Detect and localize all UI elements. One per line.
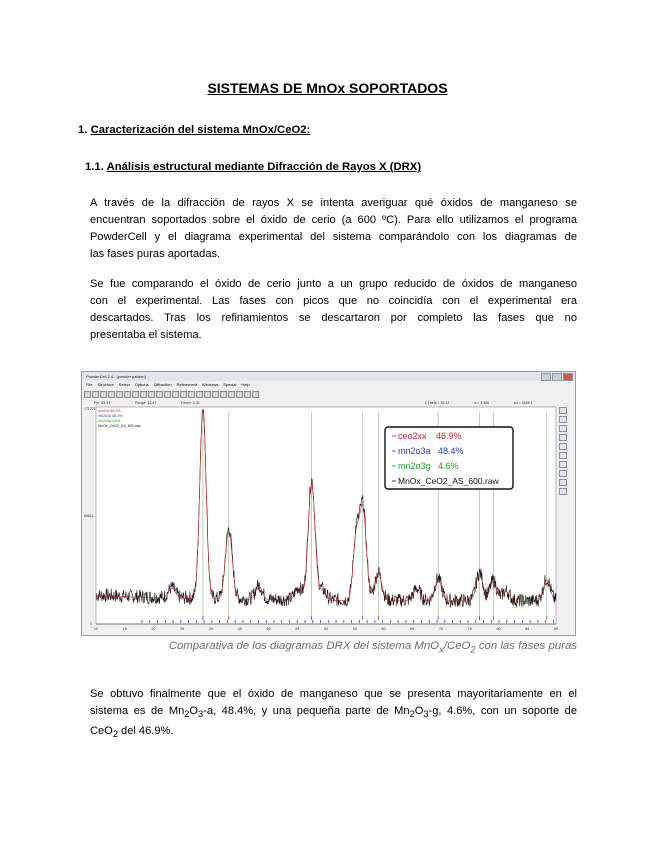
- subsection-number: 1.1.: [85, 161, 104, 173]
- menu-diffraction[interactable]: Diffraction: [153, 382, 172, 387]
- x-tick-label: 80: [496, 627, 501, 631]
- legend-label-mn2o3g: mn2o3g: [398, 461, 431, 471]
- nav-left-icon[interactable]: [559, 425, 567, 432]
- paragraph-line: encuentran soportados sobre el óxido de cerio (a 600 ºC). Para ello utilizamos el programa: [90, 214, 577, 226]
- subscript: 2: [184, 709, 190, 720]
- x-tick-label: 20: [151, 627, 156, 631]
- paragraph-line: [90, 723, 577, 743]
- subscript: 2: [112, 729, 118, 740]
- small-legend-mn2o3g: mn2o3g 4.6%: [98, 419, 121, 423]
- page-title: SISTEMAS DE MnOx SOPORTADOS: [207, 80, 448, 96]
- menu-options[interactable]: Options: [134, 382, 149, 387]
- caption-text: Comparativa de los diagramas DRX del sistema MnO: [168, 640, 440, 652]
- menu-structure[interactable]: Structure: [97, 382, 114, 387]
- fit-icon[interactable]: [559, 479, 567, 486]
- x-tick-label: 15: [122, 627, 127, 631]
- caption-sub-x: x: [439, 644, 444, 656]
- x-tick-label: 45: [295, 627, 300, 631]
- text-run: -a, 48.4%, y una pequeña parte de Mn: [203, 705, 410, 717]
- caption-text-3: con las fases puras: [475, 640, 577, 652]
- paragraph-1: [90, 195, 577, 263]
- x-tick-label: 85: [525, 627, 530, 631]
- paragraph-line: Se fue comparando el óxido de cerio junto a un grupo reducido de óxidos de manganeso: [90, 278, 577, 290]
- paragraph-line: PowderCell y el diagrama experimental del sistema comparándolo con los diagramas de: [90, 231, 577, 243]
- paragraph-line: las fases puras aportadas.: [90, 248, 221, 260]
- subscript: 2: [409, 709, 415, 720]
- section-heading-1-1: [85, 161, 421, 173]
- x-tick-label: 55: [352, 627, 357, 631]
- caption-sub-2: 2: [470, 644, 476, 656]
- window-title: PowderCell 2.4 - [powder pattern]: [86, 374, 146, 379]
- y-tick-zero: 0: [90, 622, 92, 626]
- text-run: del 46.9%.: [117, 725, 174, 738]
- x-tick-label: 10: [94, 627, 98, 631]
- menu-refinement[interactable]: Refinement: [176, 382, 198, 387]
- status-2theta: 2 Theta = 32.12: [424, 401, 450, 405]
- nav-first-icon[interactable]: [559, 443, 567, 450]
- caption-text-2: /CeO: [443, 640, 471, 652]
- status-int: Int = 6655.1: [514, 401, 533, 405]
- text-run: O: [414, 705, 424, 717]
- legend-label-mn2o3a: mn2o3a: [398, 446, 431, 456]
- subscript: 3: [423, 709, 429, 720]
- text-run: O: [189, 705, 199, 717]
- x-tick-label: 90: [554, 627, 558, 631]
- subsection-title: Análisis estructural mediante Difracción de Rayos X (DRX): [106, 161, 422, 173]
- text-run: CeO: [90, 725, 113, 738]
- nav-up-icon[interactable]: [559, 407, 567, 414]
- nav-right-icon[interactable]: [559, 434, 567, 441]
- x-tick-label: 50: [324, 627, 328, 631]
- paragraph-line: Se obtuvo finalmente que el óxido de manganeso que se presenta mayoritariamente en el: [90, 688, 577, 700]
- menu-special[interactable]: Special: [223, 382, 237, 387]
- section-title: Caracterización del sistema MnOx/CeO2:: [90, 124, 311, 136]
- zoom-out-icon[interactable]: [559, 470, 567, 477]
- y-tick-mid: 85611: [84, 514, 94, 518]
- x-tick-label: 30: [209, 627, 213, 631]
- x-tick-label: 25: [180, 627, 185, 631]
- section-number: 1.: [78, 124, 88, 136]
- xrd-plot: [82, 372, 576, 636]
- text-run: sistema es de Mn: [90, 705, 185, 717]
- legend-value-ceo2: 46.9%: [436, 431, 462, 441]
- menu-select[interactable]: Select: [118, 382, 130, 387]
- x-tick-label: 75: [467, 627, 472, 631]
- x-axis-labels: [94, 627, 558, 631]
- x-tick-label: 40: [266, 627, 271, 631]
- legend-value-mn2o3g: 4.6%: [438, 461, 459, 471]
- menu-file[interactable]: File: [86, 382, 93, 387]
- small-legend-ceo2: ceo2xx 46.9%: [98, 409, 121, 413]
- paragraph-line: [90, 703, 577, 723]
- phase-legend: [385, 427, 513, 489]
- small-legend-raw: MnOx_CeO2_AS_600.raw: [98, 424, 141, 428]
- subscript: 3: [198, 709, 204, 720]
- text-run: -g, 4.6%, con un soporte de: [428, 705, 578, 717]
- legend-value-mn2o3a: 48.4%: [438, 446, 464, 456]
- nav-last-icon[interactable]: [559, 452, 567, 459]
- menu-windows[interactable]: Windows: [202, 382, 219, 387]
- legend-label-raw: MnOx_CeO2_AS_600.raw: [398, 476, 499, 486]
- y-tick-top: 171221: [84, 407, 96, 411]
- figure-caption: [0, 640, 577, 655]
- scale-icon[interactable]: [559, 488, 567, 495]
- x-tick-label: 65: [410, 627, 415, 631]
- paragraph-3: [90, 686, 577, 743]
- status-d: d = 1.386: [474, 401, 490, 405]
- menu-help[interactable]: Help: [241, 382, 250, 387]
- status-range: Range: 12.47: [135, 401, 157, 405]
- powdercell-screenshot: [81, 371, 576, 636]
- legend-label-ceo2: ceo2xx: [398, 431, 427, 441]
- status-ppr: Ppr: 65.44: [94, 401, 111, 405]
- small-legend-mn2o3a: mn2o3a 48.4%: [98, 414, 123, 418]
- zoom-in-icon[interactable]: [559, 461, 567, 468]
- paragraph-2: [90, 276, 577, 344]
- x-tick-label: 35: [237, 627, 242, 631]
- section-heading-1: [78, 124, 310, 136]
- status-pecen: Pecen: 0.31: [181, 401, 200, 405]
- paragraph-line: A través de la difracción de rayos X se intenta averiguar qué óxidos de manganeso se: [90, 197, 577, 209]
- paragraph-line: con el experimental. Las fases con picos que no coincidía con el experimental era: [90, 295, 577, 307]
- x-tick-label: 60: [381, 627, 386, 631]
- paragraph-line: descartados. Tras los refinamientos se descartaron por completo las fases que no: [90, 312, 577, 324]
- x-tick-label: 70: [439, 627, 443, 631]
- paragraph-line: presentaba el sistema.: [90, 329, 202, 341]
- nav-down-icon[interactable]: [559, 416, 567, 423]
